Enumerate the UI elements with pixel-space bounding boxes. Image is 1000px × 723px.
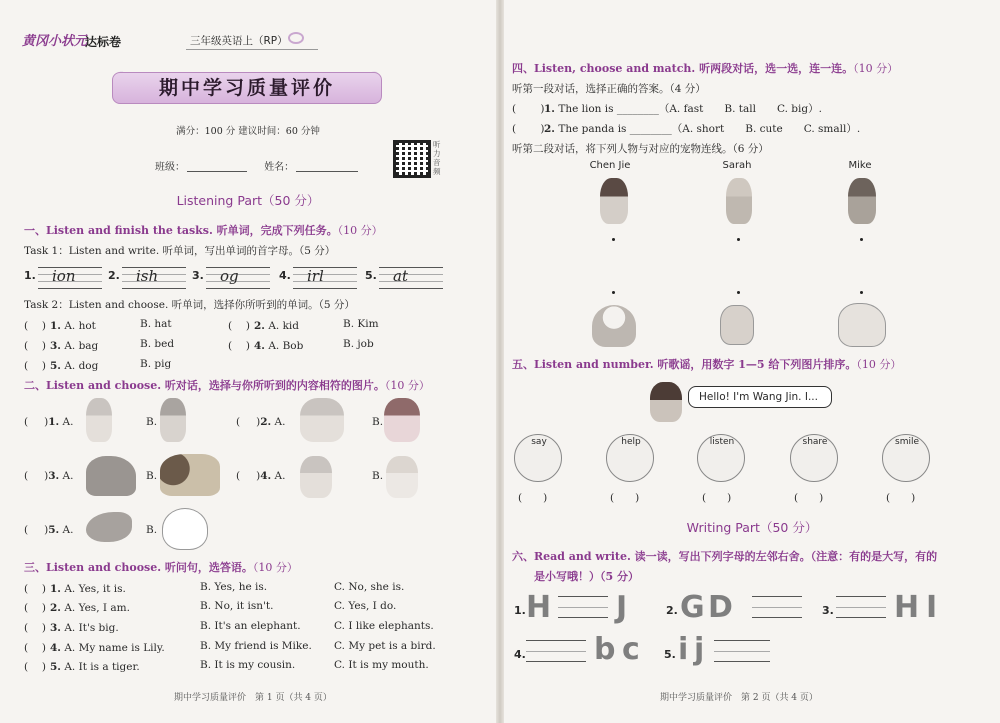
chen-jie-picture-icon <box>600 178 628 224</box>
option-b[interactable]: B. No, it isn't. <box>200 600 274 612</box>
choice-row[interactable] <box>24 358 98 373</box>
option-c[interactable]: C. No, she is. <box>334 581 405 593</box>
class-field[interactable] <box>187 162 247 172</box>
pic-choice-row[interactable] <box>236 470 285 482</box>
write-line[interactable] <box>558 596 608 618</box>
option-b[interactable]: B. job <box>343 338 374 350</box>
option-a: A. It is a tiger. <box>64 661 140 673</box>
item-number: 1. <box>50 583 61 595</box>
section-3-heading: 三、Listen and choose. 听问句，选答语。 <box>24 561 253 574</box>
question-2[interactable] <box>512 121 860 136</box>
item-number: 1. <box>48 416 60 428</box>
item-number: 3. <box>48 470 60 482</box>
item-number: 2. <box>544 123 555 135</box>
option-a: A. dog <box>64 360 99 372</box>
match-dot[interactable] <box>860 291 863 294</box>
old-woman-icon[interactable] <box>386 456 418 498</box>
write-line[interactable] <box>714 640 770 662</box>
section-2-points: （10 分） <box>384 379 430 392</box>
word-fragment: irl <box>307 267 324 285</box>
answer-row-4[interactable] <box>24 640 165 655</box>
item-number: 2. <box>50 602 61 614</box>
section-5-heading: 五、Listen and number. 听歌谣，用数字 1—5 给下列图片排序。 <box>512 358 857 371</box>
letter-card: I <box>926 590 938 625</box>
option-a: A. It's big. <box>64 622 119 634</box>
section-5-title <box>512 356 901 372</box>
dialogue-2-instruction: 听第二段对话，将下列人物与对应的宠物连线。（6 分） <box>512 143 769 155</box>
choice-row[interactable] <box>228 338 303 353</box>
answer-blank: ( ) <box>512 103 545 115</box>
paren-open: ( <box>236 470 241 482</box>
match-dot[interactable] <box>612 291 615 294</box>
answer-blank: ( ) <box>512 123 545 135</box>
answer-blank: ( ) <box>24 320 47 332</box>
wang-jin-icon <box>650 382 682 422</box>
item-number: 5. <box>50 661 61 673</box>
class-label: 班级： <box>155 162 185 173</box>
letter-card: J <box>616 590 628 625</box>
option-a: A. hot <box>64 320 96 332</box>
answer-blank: ( ) <box>228 320 251 332</box>
option-b[interactable]: B. hat <box>140 318 172 330</box>
letter-card: b <box>594 632 616 667</box>
pic-choice-row[interactable] <box>24 470 73 482</box>
qr-label: 听力音频 <box>433 140 441 176</box>
section-6-title <box>512 548 937 564</box>
section-1-title <box>24 222 383 238</box>
paren-close: ) <box>256 416 261 428</box>
item-number: 3. <box>50 340 61 352</box>
section-2-heading: 二、Listen and choose. 听对话，选择与你所听到的内容相符的图片。 <box>24 379 385 392</box>
circle-label: help <box>621 437 641 447</box>
section-6-title-cont: 是小写哦！）（5 分） <box>534 570 639 583</box>
name-field[interactable] <box>296 162 358 172</box>
pic-choice-row[interactable] <box>24 416 73 428</box>
section-1-points: （10 分） <box>337 224 383 237</box>
option-b: B. <box>146 416 158 428</box>
mike-picture-icon <box>848 178 876 224</box>
write-line[interactable] <box>836 596 886 618</box>
answer-blank: ( ) <box>24 622 47 634</box>
answer-blank: ( ) <box>228 340 251 352</box>
option-c[interactable]: C. I like elephants. <box>334 620 434 632</box>
option-c[interactable]: C. My pet is a bird. <box>334 640 436 652</box>
item-number: 4. <box>514 648 526 661</box>
pic-choice-row[interactable] <box>24 524 73 536</box>
word-fragment: og <box>220 267 239 285</box>
paren-close: ) <box>256 470 261 482</box>
item-number: 5. <box>50 360 61 372</box>
four-line-grid <box>379 263 443 291</box>
pic-choice-row[interactable] <box>236 416 285 428</box>
option-a: A. <box>62 524 74 536</box>
sarah-picture-icon <box>726 178 752 224</box>
qr-code[interactable] <box>393 140 431 178</box>
paren-close: ) <box>44 416 49 428</box>
item-number: 2. <box>254 320 265 332</box>
right-page <box>504 0 1000 723</box>
item-number: 4. <box>260 470 272 482</box>
option-c[interactable]: C. It is my mouth. <box>334 659 429 671</box>
answer-row-5[interactable] <box>24 659 140 674</box>
circle-label: share <box>802 437 828 447</box>
help-picture-icon <box>606 434 654 482</box>
item-number: 2. <box>108 269 120 282</box>
letter-card: G <box>680 590 705 625</box>
grade-label: 三年级英语上（RP） <box>186 33 318 50</box>
circle-label: smile <box>895 437 919 447</box>
left-page <box>0 0 496 723</box>
section-4-heading: 四、Listen, choose and match. 听两段对话，选一选，连一连。 <box>512 62 854 75</box>
answer-row-3[interactable] <box>24 620 119 635</box>
listening-part-title: Listening Part（50 分） <box>176 193 320 208</box>
speech-bubble: Hello! I'm Wang Jin. I... <box>688 386 832 408</box>
old-man-icon[interactable] <box>300 456 332 498</box>
answer-blank: ( ) <box>24 661 47 673</box>
option-a: A. kid <box>268 320 300 332</box>
answer-row-2[interactable] <box>24 600 130 615</box>
name-chen-jie: Chen Jie <box>589 160 631 171</box>
section-6-heading: 六、Read and write. 读一读，写出下列字母的左邻右舍。（注意：有的是大写，有的 <box>512 550 938 563</box>
say-picture-icon <box>514 434 562 482</box>
option-b[interactable]: B. Kim <box>343 318 379 330</box>
item-number: 4. <box>50 642 61 654</box>
letter-card: H <box>894 590 920 625</box>
letter-card: c <box>622 632 640 667</box>
answer-blank: ( ) <box>24 642 47 654</box>
item-number: 4. <box>254 340 265 352</box>
circle-label: listen <box>709 437 735 447</box>
letter-card: i <box>678 632 689 667</box>
option-c[interactable]: C. Yes, I do. <box>334 600 397 612</box>
item-number: 2. <box>260 416 272 428</box>
answer-blank: ( ) <box>24 360 47 372</box>
item-number: 3. <box>192 269 204 282</box>
item-number: 1. <box>24 269 36 282</box>
order-blank[interactable]: ( ) <box>610 492 640 504</box>
page-footer: 期中学习质量评价 第 1 页（共 4 页） <box>174 693 332 703</box>
option-b: B. <box>372 416 384 428</box>
item-number: 1. <box>50 320 61 332</box>
item-number: 2. <box>666 604 678 617</box>
write-line[interactable] <box>752 596 802 618</box>
option-a: A. Bob <box>268 340 304 352</box>
option-b: B. <box>146 470 158 482</box>
order-blank[interactable]: ( ) <box>518 492 548 504</box>
word-fragment: ish <box>136 267 159 285</box>
paren-open: ( <box>24 524 29 536</box>
title-banner <box>112 72 382 104</box>
write-line[interactable] <box>526 640 586 662</box>
listen-picture-icon <box>697 434 745 482</box>
match-dot[interactable] <box>612 238 615 241</box>
item-number: 3. <box>822 604 834 617</box>
writing-part-title: Writing Part（50 分） <box>686 520 818 535</box>
letter-card: H <box>526 590 552 625</box>
option-a: A. <box>62 416 74 428</box>
boy-picture-icon[interactable] <box>86 398 112 442</box>
question-text: The lion is ________（A. fast B. tall C. big）. <box>558 103 822 115</box>
answer-row-1[interactable] <box>24 581 126 596</box>
page-footer: 期中学习质量评价 第 2 页（共 4 页） <box>660 693 818 703</box>
section-4-title <box>512 60 898 76</box>
item-number: 1. <box>544 103 555 115</box>
paren-open: ( <box>24 416 29 428</box>
answer-blank: ( ) <box>24 583 47 595</box>
choice-row[interactable] <box>24 318 96 333</box>
answer-blank: ( ) <box>24 602 47 614</box>
order-blank[interactable]: ( ) <box>702 492 732 504</box>
option-b[interactable]: B. My friend is Mike. <box>200 640 312 652</box>
order-blank[interactable]: ( ) <box>794 492 824 504</box>
section-2-title <box>24 377 430 393</box>
elephant-icon[interactable] <box>86 456 136 496</box>
name-label: 姓名： <box>264 162 295 173</box>
section-5-points: （10 分） <box>856 358 902 371</box>
section-4-points: （10 分） <box>853 62 899 75</box>
section-1-heading: 一、Listen and finish the tasks. 听单词，完成下列任务。 <box>24 224 338 237</box>
item-number: 3. <box>50 622 61 634</box>
option-b: B. <box>146 524 158 536</box>
cat-icon <box>720 305 754 345</box>
letter-card: j <box>694 632 705 667</box>
lion-icon[interactable] <box>160 454 220 496</box>
word-fragment: at <box>393 267 408 285</box>
match-dot[interactable] <box>860 238 863 241</box>
smile-picture-icon <box>882 434 930 482</box>
option-b[interactable]: B. It is my cousin. <box>200 659 296 671</box>
dialogue-1-instruction: 听第一段对话，选择正确的答案。（4 分） <box>512 83 706 95</box>
question-text: The panda is ________（A. short B. cute C. small）. <box>558 123 861 135</box>
exam-info: 满分：100 分 建议时间：60 分钟 <box>176 126 320 137</box>
answer-blank: ( ) <box>24 340 47 352</box>
four-line-grid <box>293 263 357 291</box>
girl-with-pigtails-icon[interactable] <box>384 398 420 442</box>
task-2-instruction: Task 2：Listen and choose. 听单词，选择你所听到的单词。（5 分） <box>24 299 355 311</box>
series-name: 达标卷 <box>85 35 122 49</box>
match-dot[interactable] <box>737 291 740 294</box>
option-a: A. My name is Lily. <box>64 642 165 654</box>
option-a: A. bag <box>64 340 99 352</box>
option-a: A. <box>62 470 74 482</box>
bird-icon <box>592 305 636 347</box>
option-a: A. Yes, it is. <box>64 583 126 595</box>
letter-card: D <box>708 590 733 625</box>
swirl-decoration <box>288 32 304 44</box>
girl-picture-icon[interactable] <box>160 398 186 442</box>
option-a: A. <box>274 416 286 428</box>
share-picture-icon <box>790 434 838 482</box>
dog-icon <box>838 303 886 347</box>
book-spine <box>496 0 504 723</box>
question-1[interactable] <box>512 101 822 116</box>
option-b: B. <box>372 470 384 482</box>
page-title: 期中学习质量评价 <box>158 77 335 99</box>
paren-close: ) <box>44 470 49 482</box>
item-number: 5. <box>664 648 676 661</box>
choice-row[interactable] <box>228 318 299 333</box>
choice-row[interactable] <box>24 338 98 353</box>
name-sarah: Sarah <box>722 160 752 171</box>
item-number: 5. <box>48 524 60 536</box>
paren-open: ( <box>24 470 29 482</box>
item-number: 4. <box>279 269 291 282</box>
boy-with-cap-icon[interactable] <box>300 398 344 442</box>
option-a: A. Yes, I am. <box>64 602 130 614</box>
paren-close: ) <box>44 524 49 536</box>
match-dot[interactable] <box>737 238 740 241</box>
circle-label: say <box>531 437 547 447</box>
student-fields <box>155 158 372 173</box>
option-b[interactable]: B. It's an elephant. <box>200 620 301 632</box>
fish-icon[interactable] <box>86 512 132 542</box>
option-a: A. <box>274 470 286 482</box>
word-fragment: ion <box>52 267 76 285</box>
brand-logo: 黄冈小状元 <box>22 34 88 49</box>
option-b[interactable]: B. pig <box>140 358 172 370</box>
section-3-title <box>24 559 298 575</box>
option-b[interactable]: B. bed <box>140 338 175 350</box>
name-mike: Mike <box>848 160 872 171</box>
task-1-instruction: Task 1：Listen and write. 听单词，写出单词的首字母。（5 分） <box>24 245 336 257</box>
item-number: 5. <box>365 269 377 282</box>
option-b[interactable]: B. Yes, he is. <box>200 581 268 593</box>
rabbit-icon[interactable] <box>162 508 208 550</box>
order-blank[interactable]: ( ) <box>886 492 916 504</box>
item-number: 1. <box>514 604 526 617</box>
section-3-points: （10 分） <box>252 561 298 574</box>
paren-open: ( <box>236 416 241 428</box>
